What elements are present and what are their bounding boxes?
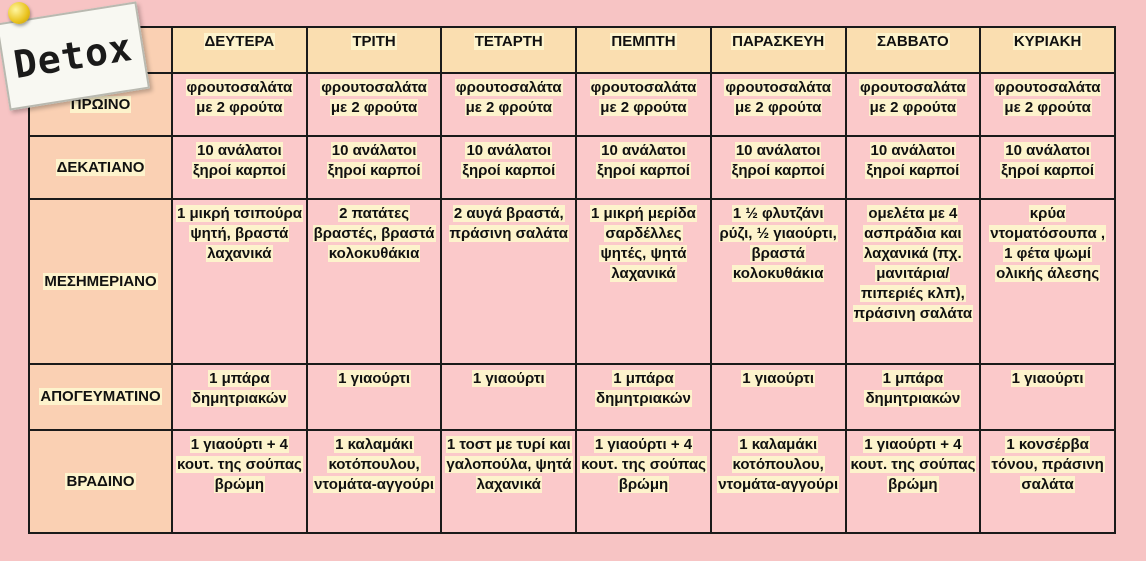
meal-cell: φρουτοσαλάτα με 2 φρούτα xyxy=(307,73,442,136)
meal-cell: 10 ανάλατοι ξηροί καρποί xyxy=(980,136,1115,199)
meal-label: ΔΕΚΑΤΙΑΝΟ xyxy=(29,136,172,199)
meal-label: ΑΠΟΓΕΥΜΑΤΙΝΟ xyxy=(29,364,172,430)
meal-label: ΒΡΑΔΙΝΟ xyxy=(29,430,172,533)
meal-cell: 10 ανάλατοι ξηροί καρποί xyxy=(441,136,576,199)
day-header: ΠΑΡΑΣΚΕΥΗ xyxy=(711,27,846,73)
meal-cell: 1 ½ φλυτζάνι ρύζι, ½ γιαούρτι, βραστά κολοκυθάκια xyxy=(711,199,846,364)
meal-cell: 2 πατάτες βραστές, βραστά κολοκυθάκια xyxy=(307,199,442,364)
meal-cell: φρουτοσαλάτα με 2 φρούτα xyxy=(711,73,846,136)
meal-cell: φρουτοσαλάτα με 2 φρούτα xyxy=(846,73,981,136)
meal-label: ΠΡΩΙΝΟ xyxy=(29,73,172,136)
meal-cell: 1 τοστ με τυρί και γαλοπούλα, ψητά λαχανικά xyxy=(441,430,576,533)
day-header: ΚΥΡΙΑΚΗ xyxy=(980,27,1115,73)
meal-label: ΜΕΣΗΜΕΡΙΑΝΟ xyxy=(29,199,172,364)
day-header: ΤΕΤΑΡΤΗ xyxy=(441,27,576,73)
meal-cell: 1 γιαούρτι xyxy=(980,364,1115,430)
meal-cell: φρουτοσαλάτα με 2 φρούτα xyxy=(980,73,1115,136)
meal-cell: 1 γιαούρτι xyxy=(441,364,576,430)
meal-cell: 1 γιαούρτι xyxy=(711,364,846,430)
meal-cell: 1 μπάρα δημητριακών xyxy=(172,364,307,430)
meal-cell: 1 γιαούρτι + 4 κουτ. της σούπας βρώμη xyxy=(846,430,981,533)
meal-cell: 1 καλαμάκι κοτόπουλου, ντομάτα-αγγούρι xyxy=(711,430,846,533)
meal-row-snack-afternoon xyxy=(29,364,1115,430)
meal-row-lunch xyxy=(29,199,1115,364)
meal-cell: κρύα ντοματόσουπα , 1 φέτα ψωμί ολικής άλεσης xyxy=(980,199,1115,364)
meal-cell: 1 μικρή τσιπούρα ψητή, βραστά λαχανικά xyxy=(172,199,307,364)
meal-cell: 1 καλαμάκι κοτόπουλου, ντομάτα-αγγούρι xyxy=(307,430,442,533)
meal-cell: 1 γιαούρτι + 4 κουτ. της σούπας βρώμη xyxy=(172,430,307,533)
meal-cell: 10 ανάλατοι ξηροί καρποί xyxy=(846,136,981,199)
meal-cell: 10 ανάλατοι ξηροί καρποί xyxy=(307,136,442,199)
meal-plan-table xyxy=(28,26,1116,534)
day-header: ΔΕΥΤΕΡΑ xyxy=(172,27,307,73)
meal-cell: 1 μπάρα δημητριακών xyxy=(576,364,711,430)
meal-row-dinner xyxy=(29,430,1115,533)
meal-row-breakfast xyxy=(29,73,1115,136)
sticker-label: Detox xyxy=(10,24,136,88)
meal-cell: 1 γιαούρτι xyxy=(307,364,442,430)
header-row xyxy=(29,27,1115,73)
meal-cell: 10 ανάλατοι ξηροί καρποί xyxy=(172,136,307,199)
day-header: ΣΑΒΒΑΤΟ xyxy=(846,27,981,73)
day-header: ΤΡΙΤΗ xyxy=(307,27,442,73)
meal-cell: 10 ανάλατοι ξηροί καρποί xyxy=(711,136,846,199)
meal-cell: φρουτοσαλάτα με 2 φρούτα xyxy=(576,73,711,136)
meal-cell: 10 ανάλατοι ξηροί καρποί xyxy=(576,136,711,199)
day-header: ΠΕΜΠΤΗ xyxy=(576,27,711,73)
meal-cell: φρουτοσαλάτα με 2 φρούτα xyxy=(172,73,307,136)
meal-row-snack-morning xyxy=(29,136,1115,199)
pushpin-icon xyxy=(8,2,30,24)
detox-meal-plan xyxy=(28,26,1116,528)
meal-cell: 1 μπάρα δημητριακών xyxy=(846,364,981,430)
meal-cell: φρουτοσαλάτα με 2 φρούτα xyxy=(441,73,576,136)
meal-cell: ομελέτα με 4 ασπράδια και λαχανικά (πχ. μανιτάρια/ πιπεριές κλπ), πράσινη σαλάτα xyxy=(846,199,981,364)
meal-cell: 1 μικρή μερίδα σαρδέλλες ψητές, ψητά λαχανικά xyxy=(576,199,711,364)
meal-cell: 1 κονσέρβα τόνου, πράσινη σαλάτα xyxy=(980,430,1115,533)
meal-cell: 1 γιαούρτι + 4 κουτ. της σούπας βρώμη xyxy=(576,430,711,533)
meal-cell: 2 αυγά βραστά, πράσινη σαλάτα xyxy=(441,199,576,364)
